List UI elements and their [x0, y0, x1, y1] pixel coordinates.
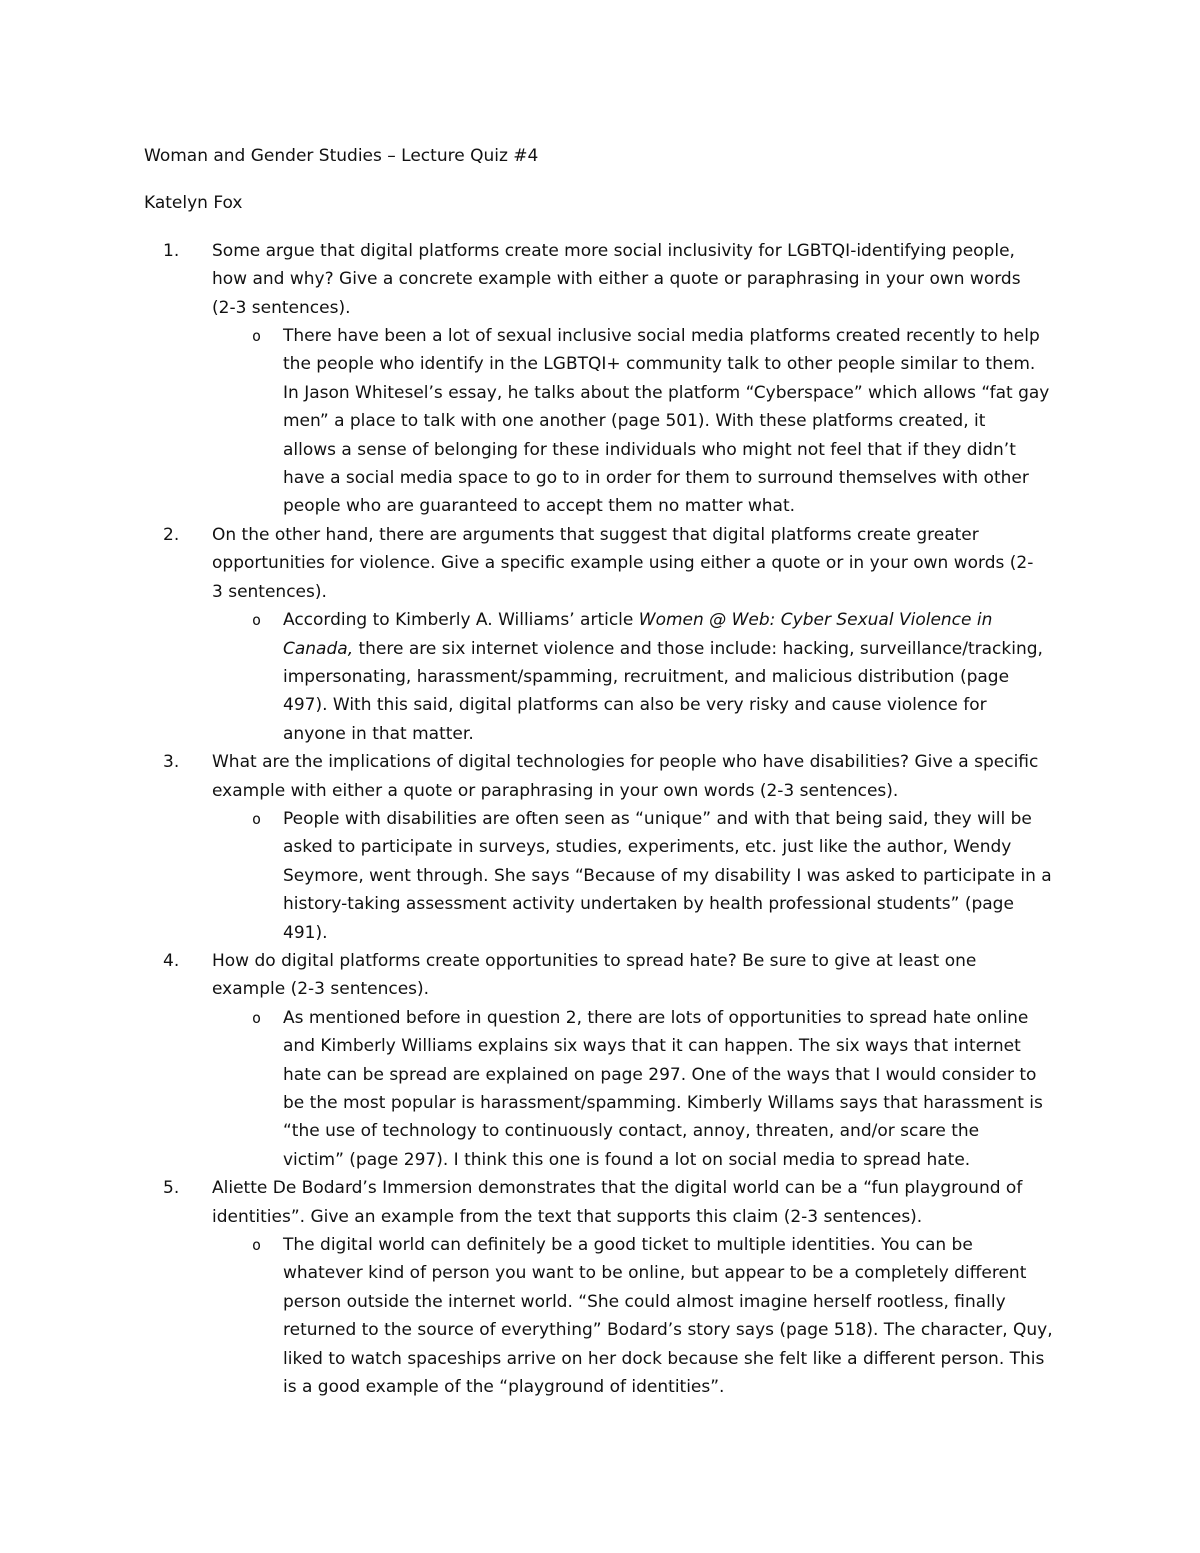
question-text-line: How do digital platforms create opportunities to spread hate? Be sure to give at least one	[212, 950, 977, 971]
question-text-line: how and why? Give a concrete example with either a quote or paraphrasing in your own words	[212, 269, 1021, 290]
question-5	[144, 1174, 1070, 1401]
question-3	[144, 748, 1070, 947]
answer-text-line: the people who identify in the LGBTQI+ community talk to other people similar to them.	[283, 354, 1036, 375]
question-number: 3.	[163, 752, 180, 773]
question-text-line: Some argue that digital platforms create more social inclusivity for LGBTQI-identifying people,	[212, 240, 1015, 261]
answer-text-line: returned to the source of everything” Bodard’s story says (page 518). The character, Quy,	[283, 1320, 1053, 1341]
answer-text-line: Seymore, went through. She says “Because of my disability I was asked to participate in a	[283, 865, 1052, 886]
question-2	[144, 521, 1070, 748]
question-text-line: (2-3 sentences).	[212, 297, 351, 318]
answer-text-line: history-taking assessment activity undertaken by health professional students” (page	[283, 894, 1014, 915]
answer-text-line: person outside the internet world. “She could almost imagine herself rootless, finally	[283, 1291, 1006, 1312]
answer-5	[212, 1231, 1070, 1401]
bullet-icon: o	[252, 611, 262, 630]
answer-text-line	[283, 635, 1070, 663]
author-name: Katelyn Fox	[144, 193, 243, 214]
bullet-icon: o	[252, 1008, 262, 1027]
question-number: 2.	[163, 524, 180, 545]
answer-text-line: 497). With this said, digital platforms can also be very risky and cause violence for	[283, 695, 987, 716]
answer-text-line: hate can be spread are explained on page 297. One of the ways that I would consider to	[283, 1064, 1037, 1085]
bullet-icon: o	[252, 1236, 262, 1255]
answer-text-line: be the most popular is harassment/spamming. Kimberly Willams says that harassment is	[283, 1093, 1043, 1113]
question-1	[144, 237, 1070, 521]
answer-text-line: “the use of technology to continuously contact, annoy, threaten, and/or scare the	[283, 1121, 980, 1142]
question-text-line: example with either a quote or paraphrasing in your own words (2-3 sentences).	[212, 780, 899, 801]
answer-3	[212, 805, 1070, 947]
question-text-line: What are the implications of digital technologies for people who have disabilities? Give a specific	[212, 752, 1039, 773]
answer-text-line: allows a sense of belonging for these individuals who might not feel that if they didn’t	[283, 439, 1016, 460]
answer-text-line	[283, 606, 1070, 634]
answer-text-line: As mentioned before in question 2, there are lots of opportunities to spread hate online	[283, 1007, 1029, 1028]
answer-text-line: There have been a lot of sexual inclusive social media platforms created recently to help	[283, 326, 1040, 347]
answer-4	[212, 1004, 1070, 1174]
answer-text-segment: there are six internet violence and those include: hacking, surveillance/tracking,	[353, 638, 1043, 659]
question-text-line: identities”. Give an example from the text that supports this claim (2-3 sentences).	[212, 1206, 923, 1227]
answer-text-line: have a social media space to go to in order for them to surround themselves with other	[283, 468, 1029, 489]
question-number: 1.	[163, 240, 180, 261]
bullet-icon: o	[252, 327, 262, 346]
question-text-line: example (2-3 sentences).	[212, 979, 430, 1000]
document-title: Woman and Gender Studies – Lecture Quiz #4	[144, 146, 539, 166]
answer-text-line: impersonating, harassment/spamming, recruitment, and malicious distribution (page	[283, 666, 1010, 687]
answer-text-line: victim” (page 297). I think this one is found a lot on social media to spread hate.	[283, 1149, 971, 1170]
answer-text-line: and Kimberly Williams explains six ways that it can happen. The six ways that internet	[283, 1036, 1021, 1057]
answer-text-line: The digital world can definitely be a good ticket to multiple identities. You can be	[283, 1235, 973, 1256]
answer-text-line: is a good example of the “playground of identities”.	[283, 1377, 725, 1398]
answer-2	[212, 606, 1070, 748]
question-number: 4.	[163, 950, 180, 971]
bullet-icon: o	[252, 809, 262, 828]
article-title-italic: Canada,	[283, 638, 354, 659]
question-text-line: Aliette De Bodard’s Immersion demonstrates that the digital world can be a “fun playground of	[212, 1178, 1023, 1199]
question-4	[144, 947, 1070, 1174]
answer-text-line: 491).	[283, 922, 328, 943]
answer-text-line: anyone in that matter.	[283, 723, 474, 744]
answer-1	[212, 322, 1070, 521]
answer-text-line: liked to watch spaceships arrive on her dock because she felt like a different person. This	[283, 1348, 1045, 1369]
article-title-italic: Women @ Web: Cyber Sexual Violence in	[638, 610, 993, 631]
question-number: 5.	[163, 1178, 180, 1199]
question-text-line: opportunities for violence. Give a specific example using either a quote or in your own words (2-	[212, 553, 1034, 574]
question-text-line: 3 sentences).	[212, 581, 327, 602]
answer-text-line: men” a place to talk with one another (page 501). With these platforms created, it	[283, 411, 986, 432]
question-text-line: On the other hand, there are arguments that suggest that digital platforms create greater	[212, 524, 979, 545]
answer-text-line: whatever kind of person you want to be online, but appear to be a completely different	[283, 1263, 1027, 1284]
answer-text-line: asked to participate in surveys, studies, experiments, etc. just like the author, Wendy	[283, 837, 1012, 858]
answer-text-line: people who are guaranteed to accept them no matter what.	[283, 496, 796, 517]
answer-text-line: In Jason Whitesel’s essay, he talks about the platform “Cyberspace” which allows “fat gay	[283, 382, 1050, 403]
answer-text-segment: According to Kimberly A. Williams’ article	[283, 610, 639, 631]
answer-text-line: People with disabilities are often seen as “unique” and with that being said, they will be	[283, 808, 1032, 829]
